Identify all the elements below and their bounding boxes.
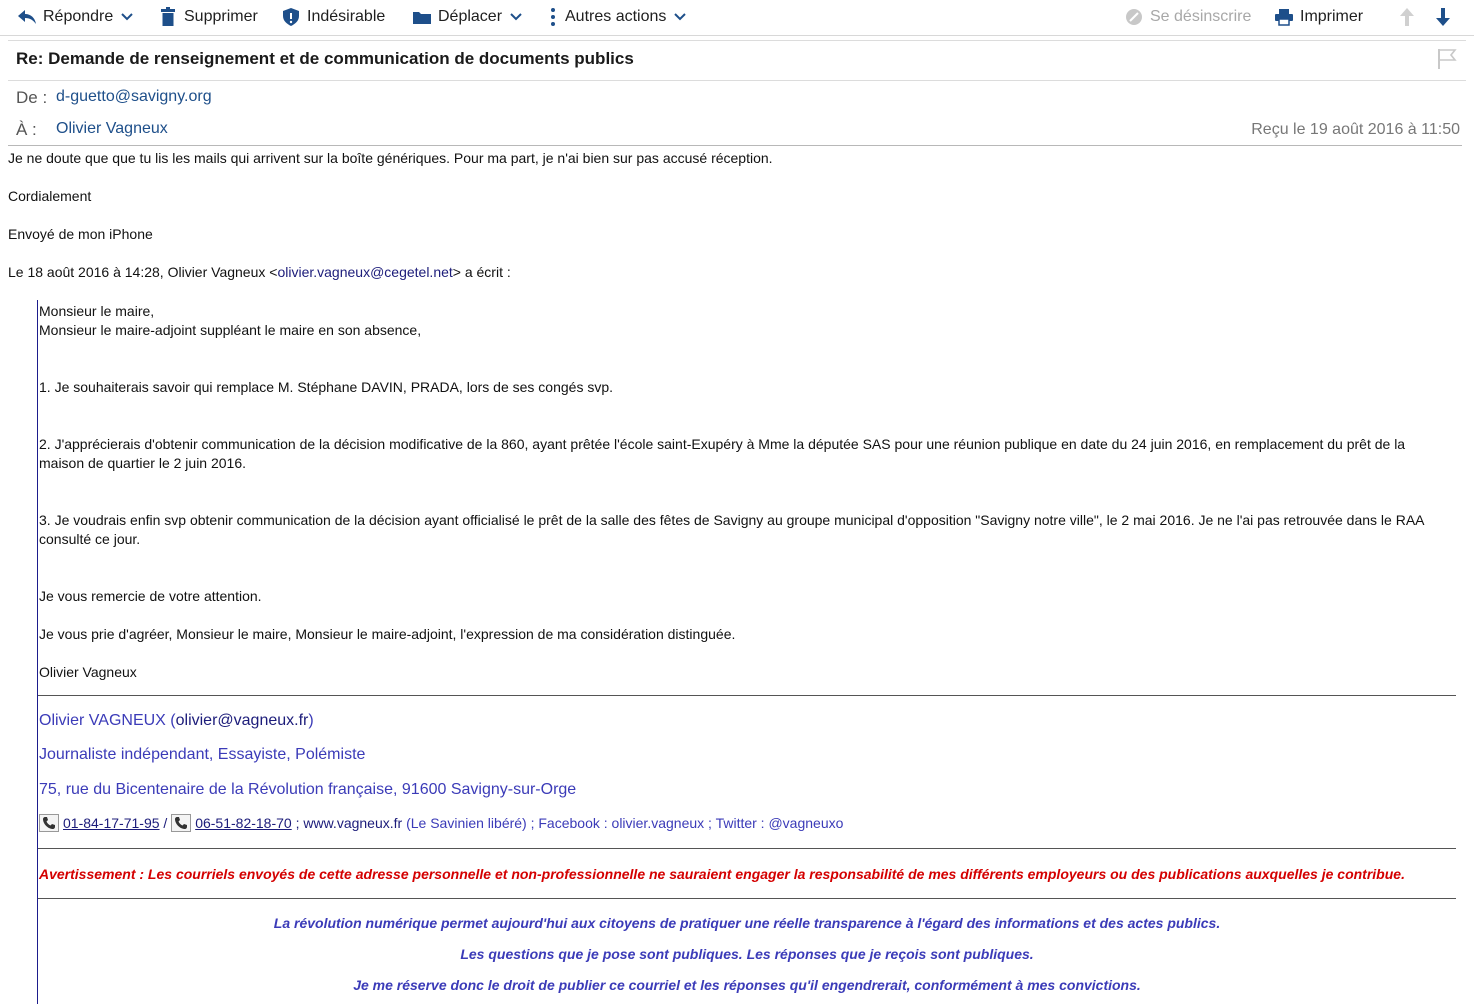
move-label: Déplacer (438, 8, 503, 25)
quote-paragraph: 3. Je voudrais enfin svp obtenir communication de la décision ayant officialisé le prêt de la salle des fêtes de Savigny au groupe municipal d'opposition "Savigny notre ville", le 2 mai 2016. Je ne l'ai pas retrouvée dans le RAA consulté ce jour. (39, 512, 1424, 547)
unsubscribe-button[interactable] (1123, 0, 1251, 34)
blocked-circle-icon (1123, 6, 1145, 28)
signature-email-link[interactable]: olivier@vagneux.fr (175, 712, 309, 729)
phone-icon (39, 814, 59, 832)
next-message-button[interactable] (1432, 0, 1459, 34)
body-line: Envoyé de mon iPhone (8, 226, 153, 242)
print-label: Imprimer (1300, 8, 1364, 25)
signature-divider (38, 848, 1456, 849)
signature-divider (38, 695, 1456, 696)
body-line: Cordialement (8, 188, 92, 204)
from-label: De : (16, 88, 48, 107)
shield-icon (280, 6, 302, 28)
body-line: Je ne doute que que tu lis les mails qui arrivent sur la boîte génériques. Pour ma part, je n'ai bien sur pas accusé réception. (8, 150, 773, 166)
reply-button[interactable] (16, 0, 133, 34)
flag-icon[interactable] (1436, 48, 1458, 75)
quote-paragraph: 1. Je souhaiterais savoir qui remplace M. Stéphane DAVIN, PRADA, lors de ses congés svp. (39, 379, 614, 395)
more-actions-button[interactable] (546, 0, 686, 34)
reply-icon (16, 6, 38, 28)
manifesto-line: La révolution numérique permet aujourd'hui aux citoyens de pratiquer une réelle transparence à l'égard des informations et des actes publics. (273, 915, 1221, 931)
from-address[interactable]: d-guetto@savigny.org (56, 88, 212, 105)
signature-title: Journaliste indépendant, Essayiste, Polémiste (39, 746, 366, 763)
chevron-down-icon (510, 13, 522, 21)
print-button[interactable] (1273, 0, 1363, 34)
unsubscribe-label: Se désinscrire (1150, 8, 1252, 25)
attribution-email-link[interactable]: olivier.vagneux@cegetel.net (277, 264, 453, 280)
arrow-up-icon (1396, 6, 1418, 28)
reply-label: Répondre (43, 8, 114, 25)
header-divider (8, 40, 1466, 41)
phone-icon (171, 814, 191, 832)
signature-contacts: 01-84-17-71-95 / 06-51-82-18-70 ; www.vagneux.fr (Le Savinien libéré) ; Facebook : olivier.vagneux ; Twitter : @vagneuxo (39, 814, 843, 832)
junk-button[interactable] (280, 0, 385, 34)
delete-label: Supprimer (184, 8, 258, 25)
phone-link[interactable]: 01-84-17-71-95 (63, 815, 160, 831)
quote-greeting: Monsieur le maire, (39, 303, 155, 319)
previous-message-button[interactable] (1396, 0, 1423, 34)
chevron-down-icon (674, 13, 686, 21)
social-links[interactable]: (Le Savinien libéré) ; Facebook : olivier.vagneux ; Twitter : @vagneuxo (402, 815, 844, 831)
signature-name: Olivier VAGNEUX (olivier@vagneux.fr) (39, 712, 314, 729)
chevron-down-icon (121, 13, 133, 21)
trash-icon (157, 6, 179, 28)
to-label: À : (16, 120, 37, 139)
to-recipient[interactable]: Olivier Vagneux (56, 120, 168, 137)
website-link[interactable]: www.vagneux.fr (303, 815, 403, 831)
quote-attribution: Le 18 août 2016 à 14:28, Olivier Vagneux <olivier.vagneux@cegetel.net> a écrit : (8, 264, 511, 280)
printer-icon (1273, 6, 1295, 28)
phone-link[interactable]: 06-51-82-18-70 (195, 815, 292, 831)
received-date: Reçu le 19 août 2016 à 11:50 (1251, 121, 1460, 138)
manifesto-line: Les questions que je pose sont publiques. Les réponses que je reçois sont publiques. (460, 946, 1034, 962)
header-divider (8, 80, 1466, 81)
body-divider (8, 145, 1462, 146)
vertical-dots-icon (546, 6, 560, 28)
delete-button[interactable] (157, 0, 258, 34)
quote-thanks: Je vous remercie de votre attention. (39, 588, 262, 604)
disclaimer-warning: Avertissement : Les courriels envoyés de cette adresse personnelle et non-professionnelle ne sauraient engager la responsabilité de mes différents employeurs ou des publications auxquelles je contribue. (39, 866, 1405, 882)
junk-label: Indésirable (307, 8, 386, 25)
quote-greeting: Monsieur le maire-adjoint suppléant le maire en son absence, (39, 322, 422, 338)
quote-name: Olivier Vagneux (39, 664, 137, 680)
more-actions-label: Autres actions (565, 8, 667, 25)
arrow-down-icon (1432, 6, 1454, 28)
move-button[interactable] (411, 0, 522, 34)
signature-address: 75, rue du Bicentenaire de la Révolution française, 91600 Savigny-sur-Orge (39, 781, 577, 798)
quote-paragraph: 2. J'apprécierais d'obtenir communication de la décision modificative de la 860, ayant prêtée l'école saint-Exupéry à Mme la députée SAS pour une réunion publique en date du 24 juin 2016, en remplacement du prêt de la maison de quartier le 2 juin 2016. (39, 436, 1406, 471)
folder-icon (411, 6, 433, 28)
quoted-message (37, 300, 1455, 1004)
manifesto-line: Je me réserve donc le droit de publier ce courriel et les réponses qu'il engendrerait, conformément à mes convictions. (353, 977, 1141, 993)
quote-closing: Je vous prie d'agréer, Monsieur le maire, Monsieur le maire-adjoint, l'expression de ma considération distinguée. (39, 626, 736, 642)
toolbar (0, 0, 1474, 36)
signature-divider (38, 898, 1456, 899)
email-subject: Re: Demande de renseignement et de communication de documents publics (16, 49, 634, 68)
